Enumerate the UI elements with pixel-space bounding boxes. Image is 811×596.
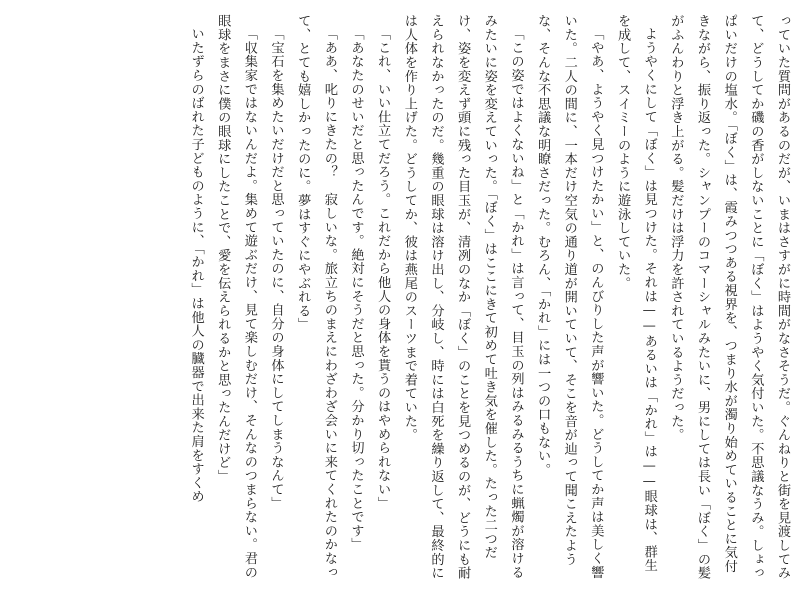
paragraph: っていた質問があるのだが、いまはさすがに時間がなさそうだ。ぐんねりと街を見渡してみて、どうしてか磯の香がしないことに「ぼく」はようやく気付いた。不思議なうみ。しょっぱいだけの塩水。「ぼく」は、霞みつつある視界を、つまり水が濁り始めていることに気付きながら、振り返った。シャンプーのコマーシャルみたいに、男にしては長い「ぼく」の髪がふんわりと浮き上がる。髪だけは浮力を許されているようだった。	[668, 14, 790, 580]
vertical-text-body	[16, 14, 795, 582]
paragraph: 「収集家ではないんだよ。集めて遊ぶだけ、見て楽しむだけ、そんなのつまらない。君の眼球をまさに僕の眼球にしたことで、愛を伝えられるかと思ったんだけど」	[215, 14, 257, 580]
paragraph: 「あなたのせいだと思ったんです。絶対にそうだと思った。分かり切ったことです」	[348, 27, 364, 552]
paragraph: 「ああ、叱りにきたの？ 寂しいな。旅立ちのまえにわざわざ会いに来てくれたのかなって、とても嬉しかったのに。夢はすぐにやぶれる」	[295, 14, 337, 580]
paragraph: ようやくにして「ぼく」は見つけた。それは——あるいは「かれ」は——眼球は、群生を成して、スイミーのように遊泳していた。	[615, 14, 657, 573]
paragraph: 「やあ、ようやく見つけたかい」と、のんびりした声が響いた。どうしてか声は美しく響いた。二人の間に、一本だけ空気の通り道が開いていて、そこを音が辿って聞こえたような、そんな不思議な明瞭さだった。むろん、「かれ」には一つの口もない。	[535, 14, 604, 580]
paragraph: いたずらのばれた子どものように、「かれ」は他人の臓器で出来た肩をすくめ	[188, 27, 204, 504]
paragraph: 「宝石を集めたいだけだと思っていたのに、自分の身体にしてしまうなんて」	[268, 27, 284, 511]
paragraph: 「これ、いい仕立てだろう。これだから他人の身体を貰うのはやめられない」	[375, 27, 391, 511]
paragraph: 「この姿ではよくないね」と「かれ」は言って、目玉の列はみるみるうちに蝋燭が溶けるみたいに姿を変えていった。「ぼく」はここにきて初めて吐き気を催した。たった二つだけ、姿を変えず頭に残った目玉が、清冽のなか「ぼく」のことを見つめるのが、どうにも耐えられなかったのだ。幾重の眼球は溶け出し、分岐し、時には白死を繰り返して、最終的には人体を作り上げた。どうしてか、彼は燕尾のスーツまで着ていた。	[401, 14, 524, 580]
